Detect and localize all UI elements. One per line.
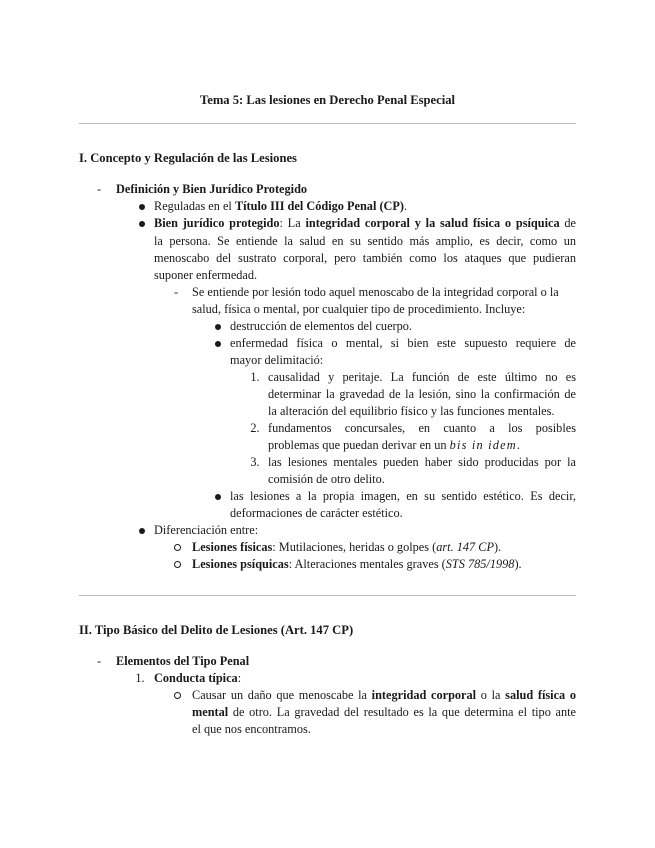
bullet-text-line: las lesiones a la propia imagen, en su sentido estético. Es decir, <box>230 489 576 503</box>
bullet-text <box>192 539 501 556</box>
bullet-text-line: enfermedad física o mental, si bien este supuesto requiere de <box>230 336 576 350</box>
subsection-heading-text: Elementos del Tipo Penal <box>116 654 250 668</box>
text-run: : <box>237 671 242 685</box>
divider <box>79 595 576 596</box>
bold-run: Conducta típica <box>154 671 238 685</box>
bold-run: integridad corporal <box>371 688 477 702</box>
section-heading: I. Concepto y Regulación de las Lesiones <box>79 151 297 165</box>
italic-run: bis in idem <box>449 438 517 452</box>
page-title: Tema 5: Las lesiones en Derecho Penal Especial <box>199 93 455 107</box>
paragraph-line: Se entiende por lesión todo aquel menoscabo de la integridad corporal o la <box>192 285 559 299</box>
bullet-text-line: mayor delimitació: <box>230 353 324 367</box>
text-run: . <box>404 199 408 213</box>
subsection-heading-text: Definición y Bien Jurídico Protegido <box>116 182 308 196</box>
subsection-heading <box>116 653 249 670</box>
circle-bullet-icon <box>174 692 181 699</box>
bullet-text-line <box>192 687 576 704</box>
bullet-text <box>192 556 522 573</box>
bullet-icon <box>215 341 221 347</box>
bold-run: Título III del Código Penal (CP) <box>234 199 405 213</box>
list-number: 2. <box>250 421 260 435</box>
bullet-text-line: el que nos encontramos. <box>192 722 311 736</box>
text-run: : Alteraciones mentales graves ( <box>288 557 446 571</box>
list-text <box>154 670 241 687</box>
text-run: de otro. La gravedad del resultado es la que determina el tipo ante <box>228 705 576 719</box>
list-text-line: las lesiones mentales pueden haber sido producidas por la <box>268 455 576 469</box>
list-text-line: determinar la gravedad de la lesión, sino la confirmación de <box>268 387 576 401</box>
list-text-line: fundamentos concursales, en cuanto a los posibles <box>268 421 576 435</box>
bold-run: mental <box>192 705 229 719</box>
italic-run: STS 785/1998 <box>445 557 515 571</box>
bullet-text-line <box>192 704 576 721</box>
list-number: 1. <box>135 671 145 685</box>
paragraph-line: salud, física o mental, por cualquier tipo de procedimiento. Incluye: <box>192 302 526 316</box>
list-text-line: comisión de otro delito. <box>268 472 385 486</box>
circle-bullet-icon <box>174 561 181 568</box>
bold-run: Bien jurídico protegido <box>154 216 280 230</box>
list-number: 3. <box>250 455 260 469</box>
dash-marker: - <box>96 654 102 668</box>
dash-marker: - <box>173 285 179 299</box>
bold-run: Lesiones físicas <box>192 540 273 554</box>
bullet-text-line: menoscabo del sustrato corporal, pero también como los ataques que pudieran <box>154 251 576 265</box>
text-run: de <box>559 216 576 230</box>
list-text-line <box>268 437 520 454</box>
bullet-text-line: la persona. Se entiende la salud en su sentido más amplio, es decir, como un <box>154 234 576 248</box>
bullet-text-line: suponer enfermedad. <box>154 268 258 282</box>
bullet-text: destrucción de elementos del cuerpo. <box>230 319 412 333</box>
bullet-icon <box>139 221 145 227</box>
text-run: ). <box>493 540 502 554</box>
dash-marker: - <box>96 182 102 196</box>
text-run: Reguladas en el <box>154 199 235 213</box>
bullet-icon <box>215 324 221 330</box>
bullet-icon <box>139 204 145 210</box>
text-run: Causar un daño que menoscabe la <box>192 688 372 702</box>
text-run: . <box>516 438 520 452</box>
circle-bullet-icon <box>174 544 181 551</box>
bullet-text <box>154 198 407 215</box>
text-run: o la <box>476 688 506 702</box>
text-run: problemas que puedan derivar en un <box>268 438 450 452</box>
list-number: 1. <box>250 370 260 384</box>
text-run: : La <box>279 216 306 230</box>
bullet-icon <box>139 528 145 534</box>
italic-run: art. 147 CP <box>436 540 494 554</box>
list-text-line: causalidad y peritaje. La función de este último no es <box>268 370 576 384</box>
bullet-icon <box>215 494 221 500</box>
bold-run: salud física o <box>505 688 577 702</box>
list-text-line: la alteración del equilibrio físico y las funciones mentales. <box>268 404 555 418</box>
bullet-text <box>154 215 576 232</box>
bold-run: Lesiones psíquicas <box>192 557 289 571</box>
bullet-text: Diferenciación entre: <box>154 523 259 537</box>
section-heading: II. Tipo Básico del Delito de Lesiones (Art. 147 CP) <box>79 623 354 637</box>
text-run: : Mutilaciones, heridas o golpes ( <box>272 540 437 554</box>
divider <box>79 123 576 124</box>
bold-run: integridad corporal y la salud física o psíquica <box>305 216 560 230</box>
subsection-heading <box>116 181 307 198</box>
text-run: ). <box>514 557 522 571</box>
bullet-text-line: deformaciones de carácter estético. <box>230 506 403 520</box>
